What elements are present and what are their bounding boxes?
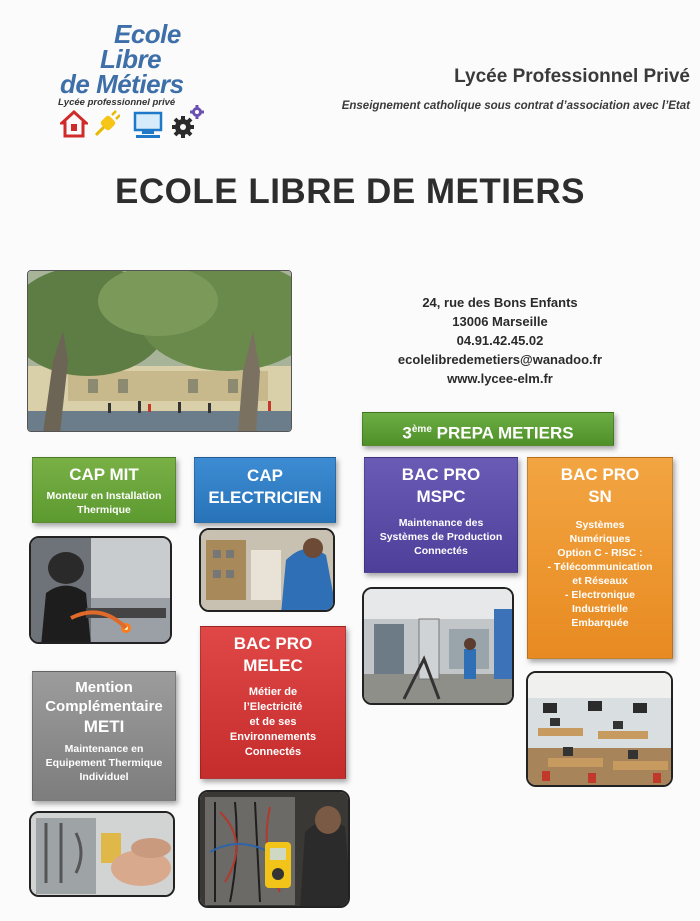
contact-block <box>350 293 650 388</box>
header-subtitle: Enseignement catholique sous contrat d’association avec l’Etat <box>341 100 690 112</box>
card-mention-meti <box>32 671 176 801</box>
card-cap-electricien-title-1: CAP <box>247 466 283 485</box>
page-title: ECOLE LIBRE DE METIERS <box>115 172 585 211</box>
card-cap-electricien <box>194 457 336 523</box>
card-sn-line: Option C - RISC : <box>557 547 643 559</box>
gears-icon <box>170 102 206 140</box>
card-mspc-title-1: BAC PRO <box>401 465 481 484</box>
prepa-number: 3 <box>402 423 412 443</box>
card-melec-line: l’Electricité <box>243 701 303 713</box>
prepa-suffix: ème <box>411 424 432 435</box>
header-title: Lycée Professionnel Privé <box>454 66 690 87</box>
card-meti-title-1: Mention <box>75 679 133 696</box>
photo-mspc-workshop <box>362 587 514 705</box>
card-sn-line: - Electronique <box>564 589 635 601</box>
card-sn-line: et Réseaux <box>572 575 628 587</box>
logo-line-3: de Métiers <box>60 69 184 99</box>
photo-electrician <box>199 528 335 612</box>
prepa-metiers-banner <box>362 412 614 446</box>
computer-icon <box>132 109 166 139</box>
card-mspc-title-2: MSPC <box>416 487 466 506</box>
logo-line-1: Ecole <box>114 19 181 49</box>
contact-city: 13006 Marseille <box>452 314 548 329</box>
card-melec-line: Métier de <box>248 686 298 698</box>
card-bac-pro-sn <box>527 457 673 659</box>
contact-website[interactable]: www.lycee-elm.fr <box>447 371 553 386</box>
card-melec-line: et de ses <box>249 716 297 728</box>
contact-street: 24, rue des Bons Enfants <box>422 295 578 310</box>
card-bac-pro-melec <box>200 626 346 779</box>
card-meti-desc: Maintenance en Equipement Thermique Individuel <box>45 743 163 783</box>
contact-phone[interactable]: 04.91.42.45.02 <box>456 333 544 348</box>
card-cap-mit-desc: Monteur en Installation Thermique <box>46 490 162 516</box>
plug-icon <box>92 109 120 139</box>
photo-electrical-panel <box>198 790 350 908</box>
card-melec-title-2: MELEC <box>243 656 303 675</box>
school-courtyard-photo <box>27 270 292 432</box>
house-icon <box>60 109 88 139</box>
card-sn-line: Industrielle <box>571 603 628 615</box>
photo-welding <box>29 536 172 644</box>
logo-subtitle: Lycée professionnel privé <box>58 97 176 108</box>
card-melec-line: Connectés <box>244 746 302 758</box>
card-cap-mit <box>32 457 176 523</box>
photo-sn-classroom <box>526 671 673 787</box>
prepa-label: PREPA METIERS <box>436 423 574 443</box>
card-sn-title-1: BAC PRO <box>560 465 640 484</box>
card-bac-pro-mspc <box>364 457 518 573</box>
card-mspc-desc: Maintenance des Systèmes de Production Connectés <box>379 517 503 557</box>
card-melec-line: Environnements <box>229 731 317 743</box>
card-sn-line: Numériques <box>569 533 631 545</box>
photo-thermal-equipment <box>29 811 175 897</box>
logo-line-2: Libre <box>100 44 162 74</box>
card-meti-title-3: METI <box>83 717 125 736</box>
card-cap-mit-title: CAP MIT <box>69 465 139 484</box>
card-sn-title-2: SN <box>588 487 612 506</box>
card-meti-title-2: Complémentaire <box>45 698 163 715</box>
card-sn-line: Systèmes <box>575 519 625 531</box>
card-cap-electricien-title-2: ELECTRICIEN <box>208 488 322 507</box>
card-sn-line: Embarquée <box>571 617 629 629</box>
contact-email[interactable]: ecolelibredemetiers@wanadoo.fr <box>397 352 603 367</box>
card-melec-title-1: BAC PRO <box>233 634 313 653</box>
card-sn-line: - Télécommunication <box>547 561 653 573</box>
